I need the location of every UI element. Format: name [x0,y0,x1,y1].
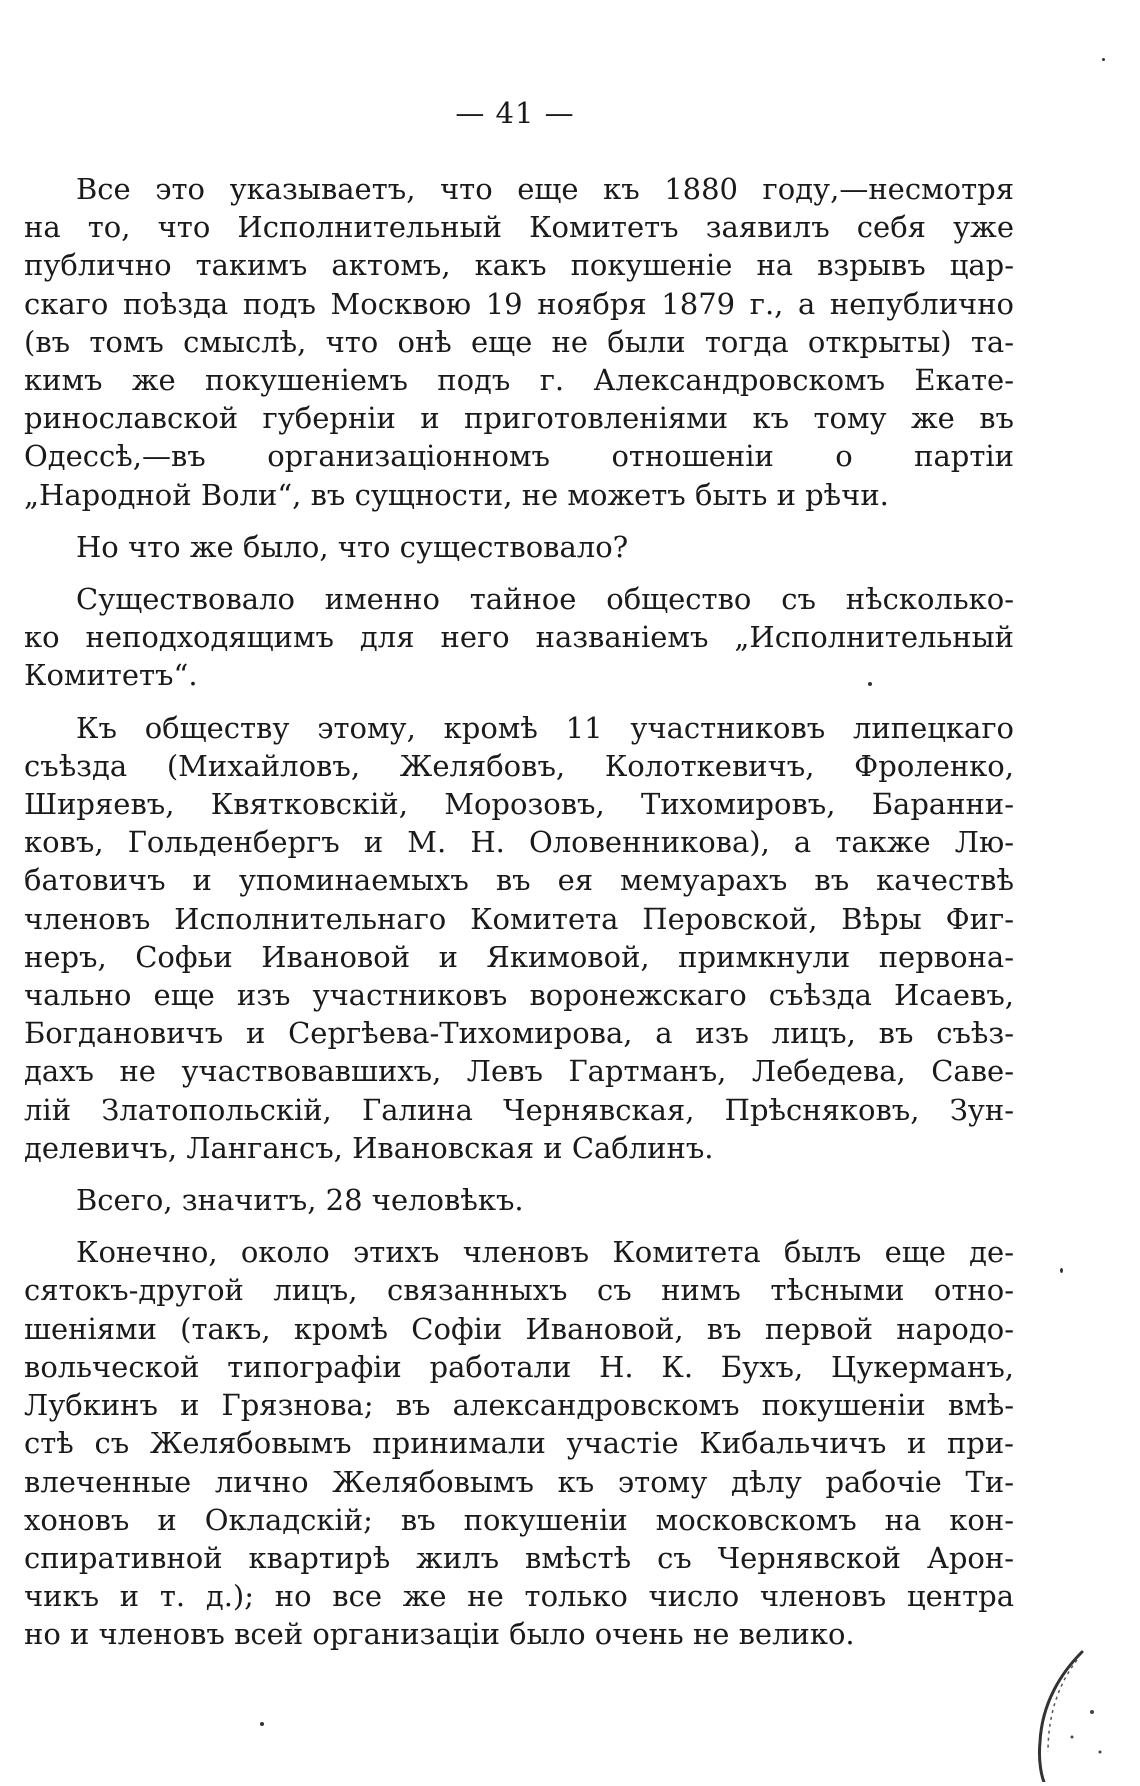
text-line: Комитетъ“. [24,658,198,693]
text-line: ковъ, Гольденбергъ и М. Н. Оловенникова), а также Лю- [24,825,1014,860]
text-line: кимъ же покушеніемъ подъ г. Александровскомъ Екате- [24,363,1014,398]
text-line: Но что же было, что существовало? [76,529,629,564]
text-line: Всего, значитъ, 28 человѣкъ. [76,1183,524,1218]
text-line: делевичъ, Лангансъ, Ивановская и Саблинъ. [24,1130,714,1165]
text-line: чально еще изъ участниковъ воронежскаго съѣзда Исаевъ, [24,978,1014,1013]
text-line: спиративной квартирѣ жилъ вмѣстѣ съ Чернявской Арон- [24,1540,1014,1575]
scan-speck [260,1722,264,1726]
text-line: лій Златопольскій, Галина Чернявская, Прѣсняковъ, Зун- [24,1092,1014,1127]
text-line: влеченные лично Желябовымъ къ этому дѣлу рабочіе Ти- [24,1464,1014,1499]
paragraph-5 [24,1181,1014,1219]
text-line: батовичъ и упоминаемыхъ въ ея мемуарахъ въ качествѣ [24,863,1014,898]
text-line: шеніями (такъ, кромѣ Софіи Ивановой, въ первой народо- [24,1311,1014,1346]
scan-speck [1102,58,1105,61]
scan-speck [1060,1268,1063,1273]
scan-speck [868,682,872,686]
text-line: съѣзда (Михайловъ, Желябовъ, Колоткевичъ, Фроленко, [24,748,1014,783]
text-line: вольческой типографіи работали Н. К. Бухъ, Цукерманъ, [24,1349,1014,1384]
page-number: — 41 — [455,96,575,130]
text-line: хоновъ и Окладскій; въ покушеніи московскомъ на кон- [24,1502,1014,1537]
body-text [24,170,1014,1654]
text-line: Все это указываетъ, что еще къ 1880 году,—несмотря [76,172,1014,206]
text-line: стѣ съ Желябовымъ принимали участіе Кибальчичъ и при- [24,1426,1014,1461]
text-line: публично такимъ актомъ, какъ покушеніе на взрывъ цар- [24,248,1014,283]
paragraph-6 [24,1233,1014,1653]
margin-scribble-mark [1022,1642,1112,1782]
text-line: членовъ Исполнительнаго Комитета Перовской, Вѣры Фиг- [24,901,1014,936]
text-line: неръ, Софьи Ивановой и Якимовой, примкнули первона- [24,939,1014,974]
text-line: Богдановичъ и Сергѣева-Тихомирова, а изъ лицъ, въ съѣз- [24,1016,1014,1051]
text-line: (въ томъ смыслѣ, что онѣ еще не были тогда открыты) та- [24,324,1014,359]
text-line: Ширяевъ, Квятковскій, Морозовъ, Тихомировъ, Баранни- [24,787,1014,822]
text-line: дахъ не участвовавшихъ, Левъ Гартманъ, Лебедева, Саве- [24,1054,1014,1089]
paragraph-3 [24,580,1014,695]
paragraph-1 [24,170,1014,514]
text-line: Конечно, около этихъ членовъ Комитета былъ еще де- [76,1235,1014,1270]
text-line: сятокъ-другой лицъ, связанныхъ съ нимъ тѣсными отно- [24,1273,1014,1308]
text-line: на то, что Исполнительный Комитетъ заявилъ себя уже [24,210,1014,245]
text-line: Существовало именно тайное общество съ нѣсколько- [76,582,1014,617]
text-line: Къ обществу этому, кромѣ 11 участниковъ липецкаго [76,710,1014,745]
text-line: скаго поѣзда подъ Москвою 19 ноября 1879 г., а непублично [24,286,1014,321]
paragraph-2 [24,528,1014,566]
text-line: „Народной Воли“, въ сущности, не можетъ быть и рѣчи. [24,477,889,512]
text-line: Одессѣ,—въ организаціонномъ отношеніи о партіи [24,439,1014,474]
text-line: ко неподходящимъ для него названіемъ „Исполнительный [24,620,1014,655]
text-line: чикъ и т. д.); но все же не только число членовъ центра [24,1579,1014,1614]
paragraph-4 [24,709,1014,1167]
text-line: ринославской губерніи и приготовленіями къ тому же въ [24,401,1014,436]
text-line: Лубкинъ и Грязнова; въ александровскомъ покушеніи вмѣ- [24,1388,1014,1423]
text-line: но и членовъ всей организаціи было очень не велико. [24,1617,855,1652]
